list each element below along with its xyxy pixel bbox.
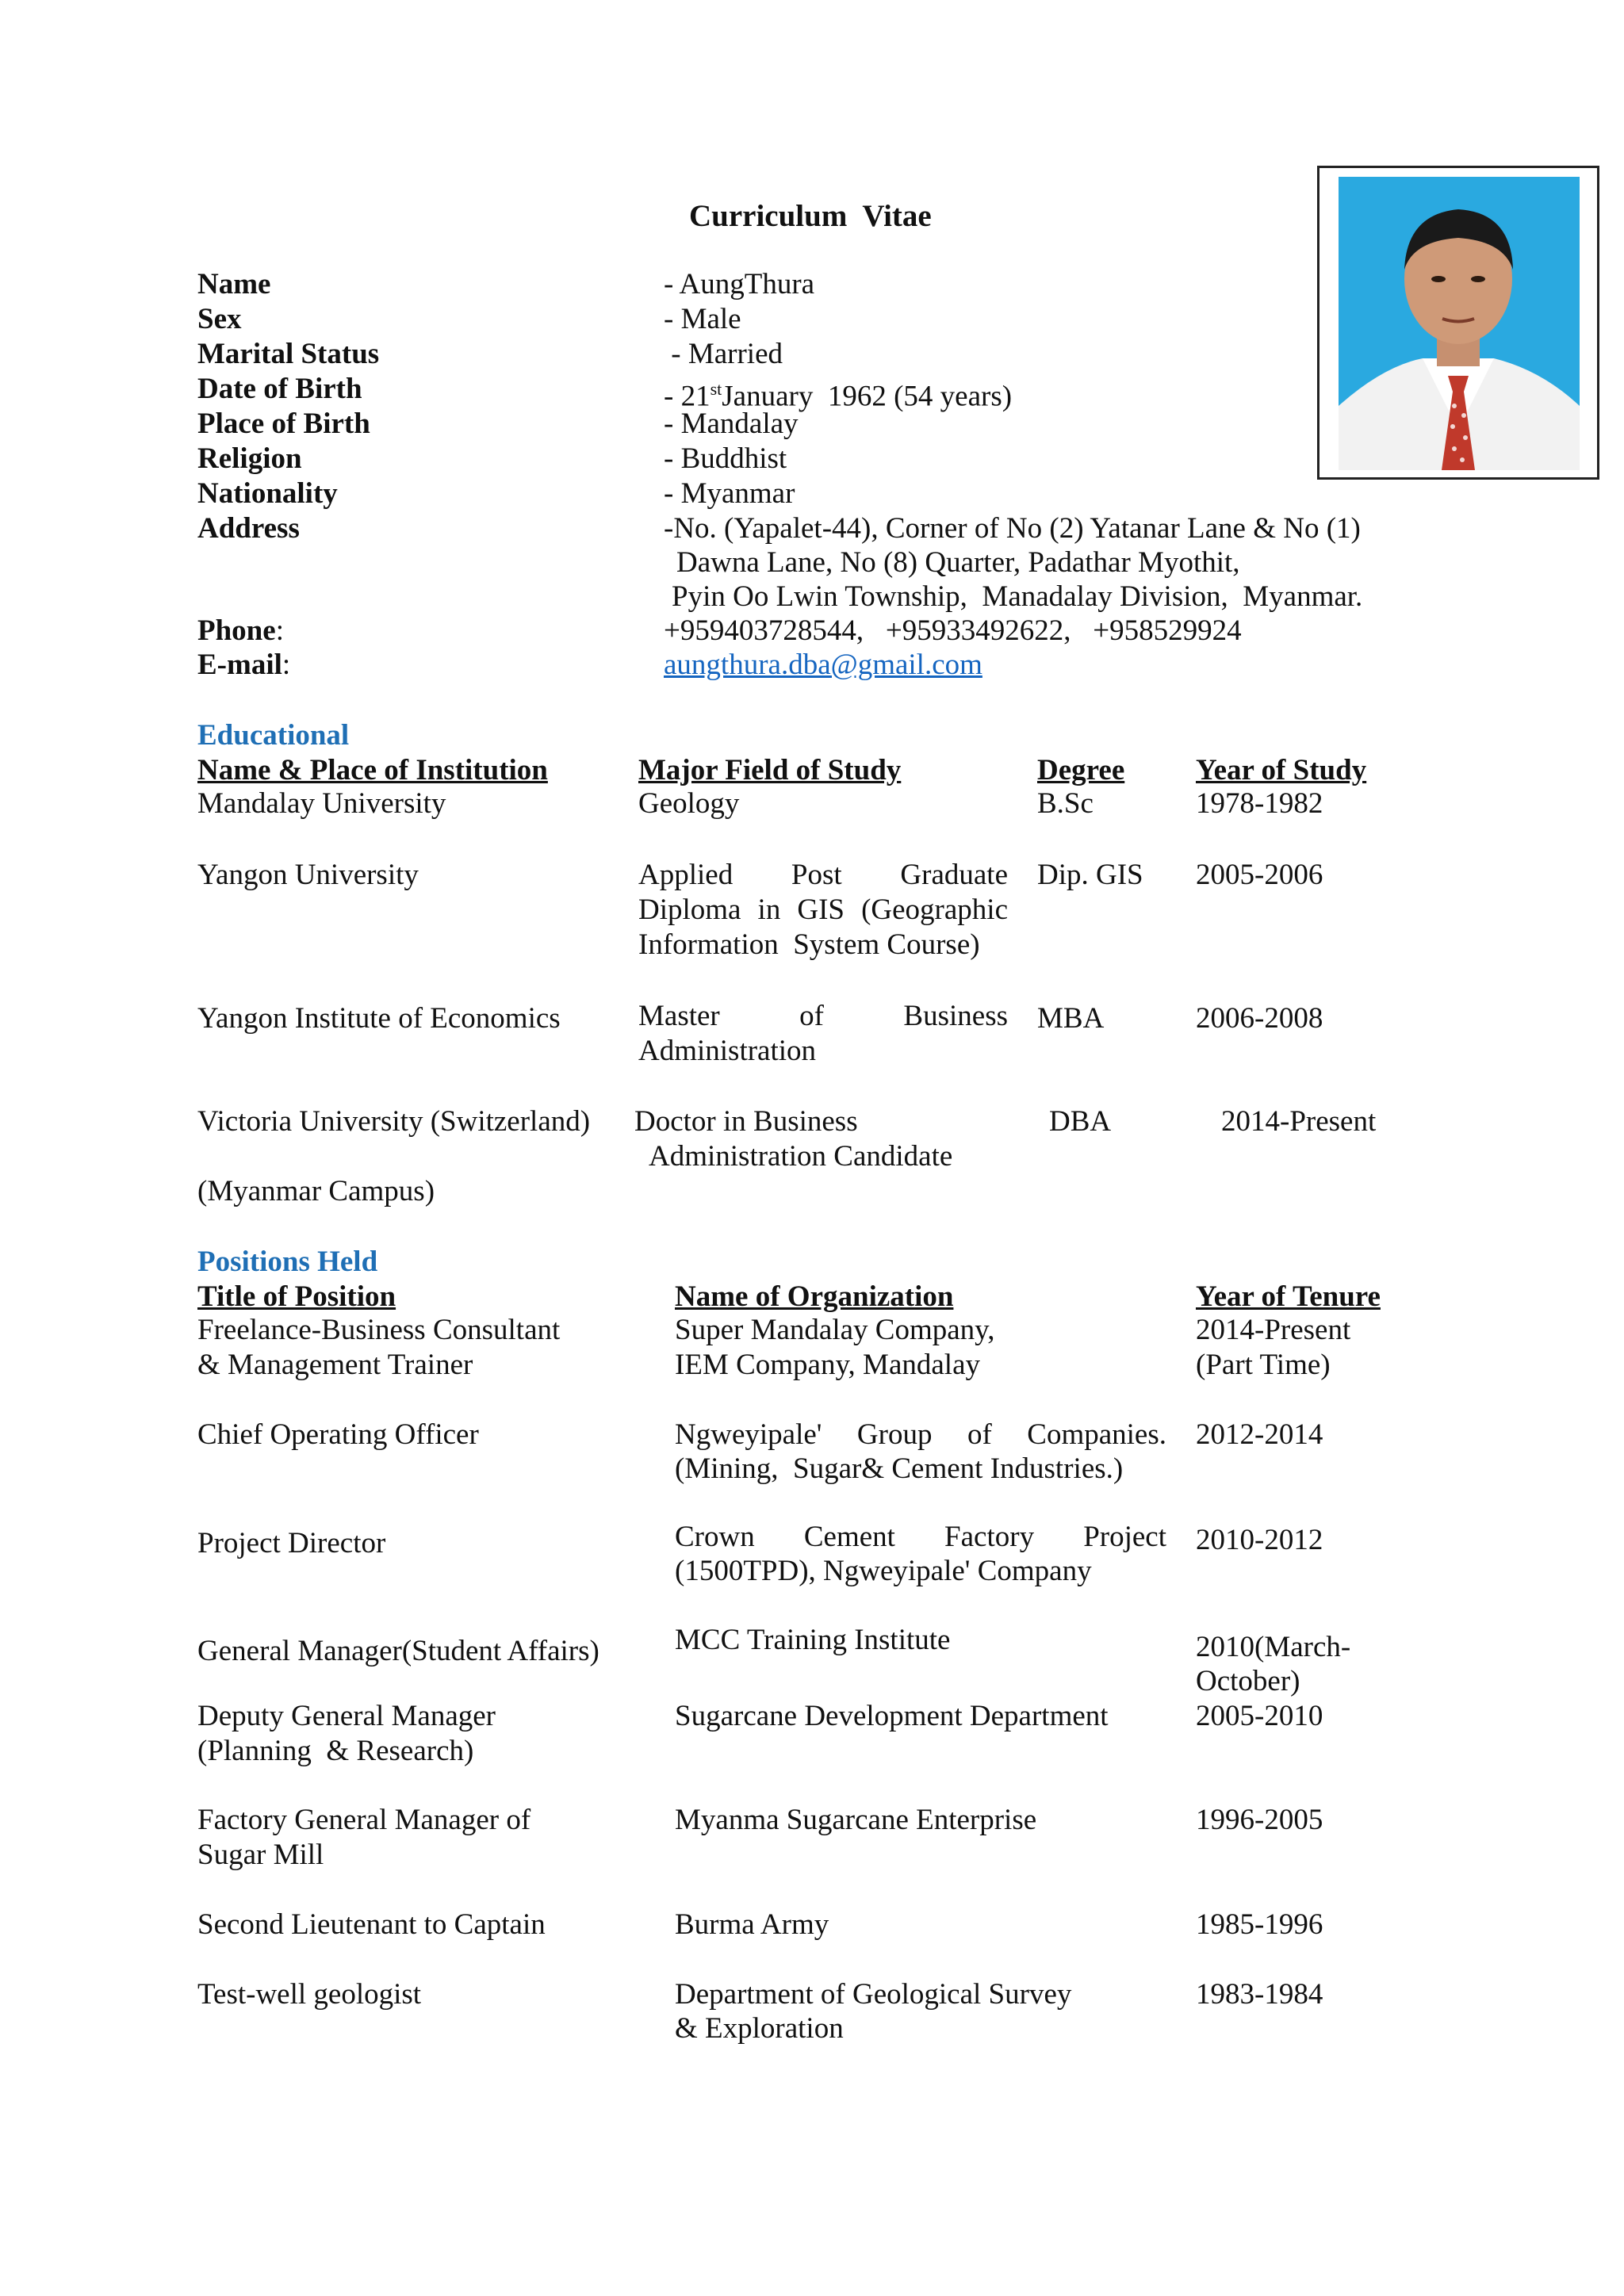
edu-institution: Victoria University (Switzerland) [197,1105,591,1138]
pos-org: MCC Training Institute [675,1624,951,1656]
edu-header-institution: Name & Place of Institution [197,754,548,786]
edu-year: 2014-Present [1221,1105,1377,1138]
pos-year: 1996-2005 [1196,1804,1323,1836]
edu-field-word: Applied [638,859,733,891]
pos-org-word: Project [1083,1521,1166,1553]
pos-org-line-1 [675,1418,1166,1452]
pos-year: 1983-1984 [1196,1978,1323,2011]
dob-sup: st [710,379,722,399]
pos-year: 1985-1996 [1196,1908,1323,1941]
pos-title-line-1: Deputy General Manager [197,1700,496,1732]
pos-org-word: Crown [675,1521,755,1553]
edu-field-word: of [799,1000,824,1032]
educational-heading: Educational [197,719,350,752]
pos-org-word: Group [856,1418,933,1451]
edu-field-word: Business [903,1000,1008,1032]
edu-institution-line-2: (Myanmar Campus) [197,1175,435,1207]
pos-org-line-2: & Exploration [675,2012,844,2045]
positions-heading: Positions Held [197,1246,378,1278]
edu-institution: Yangon University [197,859,419,891]
pos-org-word: Ngweyipale' [675,1418,822,1451]
edu-field-word: Diploma [638,894,741,926]
edu-year: 2006-2008 [1196,1002,1323,1035]
pos-title-line-2: Sugar Mill [197,1839,324,1871]
pos-header-title: Title of Position [197,1280,396,1313]
pos-header-org: Name of Organization [675,1280,954,1313]
edu-field-line-1 [638,999,1008,1034]
pos-org-line-1: Department of Geological Survey [675,1978,1072,2011]
edu-field-line-2: Administration Candidate [649,1140,953,1173]
pos-year: 2005-2010 [1196,1700,1323,1732]
phone-colon: : [275,614,284,647]
profile-photo [1320,168,1597,477]
pos-year: 2010-2012 [1196,1524,1323,1556]
address-label: Address [197,512,300,545]
sex-value: - Male [664,303,741,335]
pos-year-line-1: 2010(March- [1196,1631,1351,1663]
dob-prefix: - 21 [664,380,710,413]
email-label-text: E-mail [197,649,282,681]
pos-title-line-1: Freelance-Business Consultant [197,1314,561,1346]
pos-org-word: Cement [803,1521,895,1553]
edu-field-word: in [757,894,781,926]
edu-header-degree: Degree [1037,754,1125,786]
sex-label: Sex [197,303,242,335]
pos-year: 2012-2014 [1196,1418,1323,1451]
address-line-2: Dawna Lane, No (8) Quarter, Padathar Myothit, [676,546,1240,579]
edu-field-line-2 [638,893,1008,928]
email-link[interactable]: aungthura.dba@gmail.com [664,649,982,681]
pos-title-line-2: & Management Trainer [197,1349,473,1381]
pos-org-line-2: (Mining, Sugar& Cement Industries.) [675,1452,1124,1485]
edu-degree: MBA [1037,1002,1105,1035]
edu-header-field: Major Field of Study [638,754,902,786]
pos-header-year: Year of Tenure [1196,1280,1381,1313]
edu-field-line-1: Doctor in Business [634,1105,858,1138]
pos-org-line-1 [675,1520,1166,1555]
place-of-birth-value: - Mandalay [664,408,799,440]
edu-field-word: Master [638,1000,720,1032]
pos-title-line-1: Factory General Manager of [197,1804,531,1836]
pos-org-line-2: (1500TPD), Ngweyipale' Company [675,1555,1092,1587]
pos-org: Sugarcane Development Department [675,1700,1109,1732]
pos-org-word: Companies. [1027,1418,1166,1451]
religion-value: - Buddhist [664,442,787,475]
marital-status-label: Marital Status [197,338,380,370]
email-label [197,648,290,683]
pos-title: General Manager(Student Affairs) [197,1635,599,1667]
edu-field-line-3: Information System Course) [638,928,980,961]
edu-institution: Yangon Institute of Economics [197,1002,561,1035]
page-title: Curriculum Vitae [689,199,932,233]
phone-value: +959403728544, +95933492622, +958529924 [664,614,1242,647]
date-of-birth-label: Date of Birth [197,373,362,405]
religion-label: Religion [197,442,302,475]
pos-title: Test-well geologist [197,1978,422,2011]
email-colon: : [282,649,291,681]
pos-year-line-2: (Part Time) [1196,1349,1331,1381]
phone-label-text: Phone [197,614,276,647]
edu-degree: Dip. GIS [1037,859,1143,891]
edu-field-word: Post [791,859,842,891]
phone-label [197,614,284,649]
edu-header-year: Year of Study [1196,754,1367,786]
place-of-birth-label: Place of Birth [197,408,370,440]
edu-field-line-1 [638,858,1008,893]
address-line-3: Pyin Oo Lwin Township, Manadalay Division, Myanmar. [672,580,1363,613]
edu-field-word: (Geographic [861,894,1008,926]
edu-degree: B.Sc [1037,787,1094,820]
pos-title: Chief Operating Officer [197,1418,479,1451]
edu-field: Geology [638,787,740,820]
edu-year: 1978-1982 [1196,787,1323,820]
pos-org-word: Factory [944,1521,1035,1553]
pos-org: Myanma Sugarcane Enterprise [675,1804,1037,1836]
pos-org-line-2: IEM Company, Mandalay [675,1349,980,1381]
edu-institution: Mandalay University [197,787,446,820]
name-label: Name [197,268,271,300]
edu-degree: DBA [1049,1105,1112,1138]
name-value: - AungThura [664,268,815,300]
profile-photo-frame [1317,166,1599,480]
pos-title: Second Lieutenant to Captain [197,1908,546,1941]
edu-field-line-2: Administration [638,1035,817,1067]
edu-field-word: GIS [797,894,845,926]
nationality-label: Nationality [197,477,338,510]
pos-year-line-2: October) [1196,1665,1300,1697]
edu-year: 2005-2006 [1196,859,1323,891]
pos-org: Burma Army [675,1908,829,1941]
pos-org-word: of [967,1418,992,1451]
edu-field-word: Graduate [900,859,1008,891]
dob-suffix: January 1962 (54 years) [722,380,1013,413]
pos-title: Project Director [197,1527,386,1559]
pos-year-line-1: 2014-Present [1196,1314,1351,1346]
pos-title-line-2: (Planning & Research) [197,1735,474,1767]
nationality-value: - Myanmar [664,477,795,510]
address-line-1: -No. (Yapalet-44), Corner of No (2) Yatanar Lane & No (1) [664,512,1361,545]
pos-org-line-1: Super Mandalay Company, [675,1314,995,1346]
marital-status-value: - Married [664,338,783,370]
